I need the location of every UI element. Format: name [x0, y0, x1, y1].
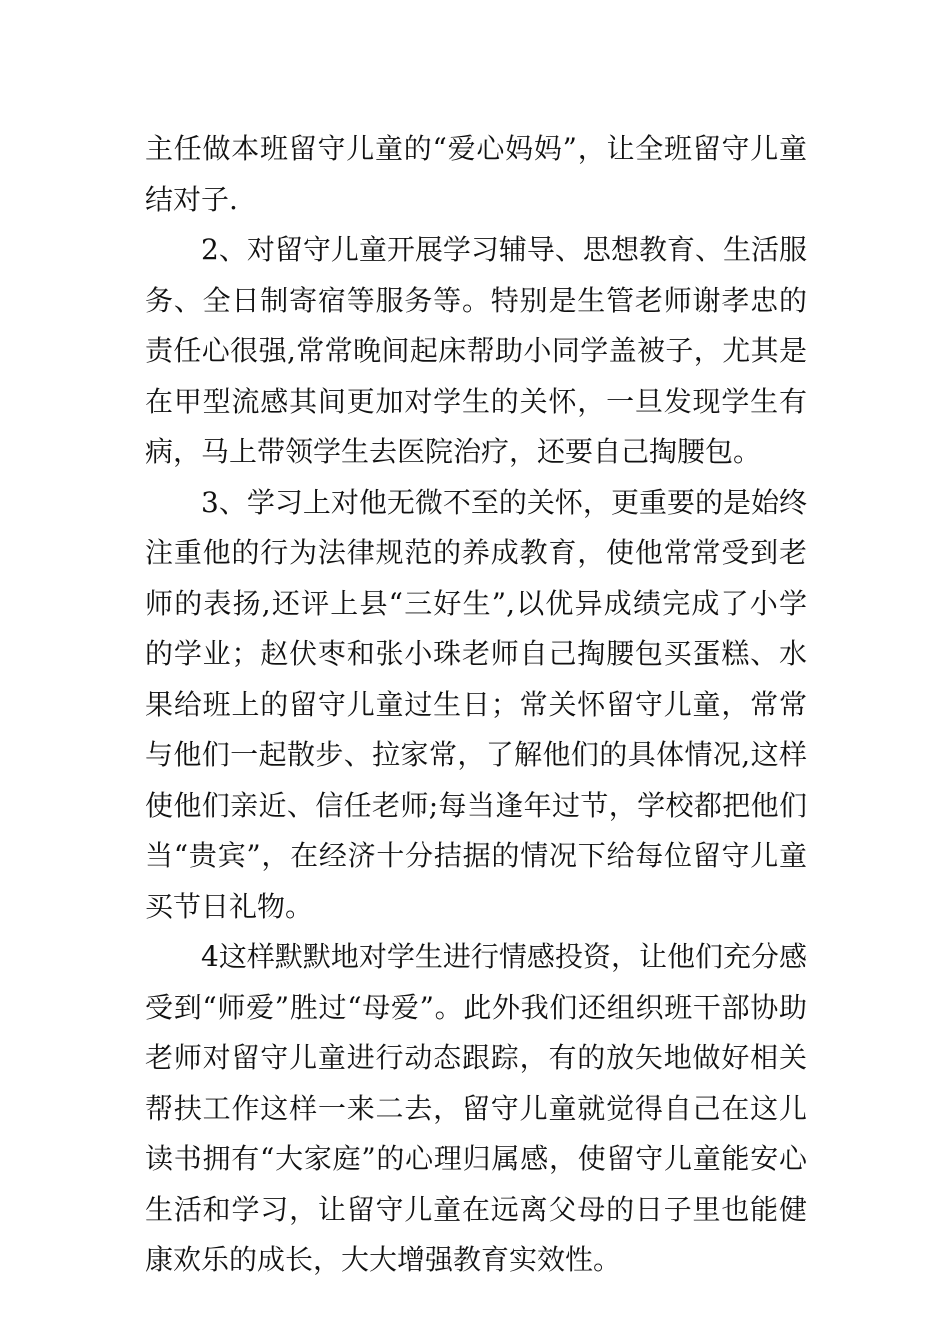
paragraph-item-2: 2、对留守儿童开展学习辅导、思想教育、生活服务、全日制寄宿等服务等。特别是生管老师谢孝忠的责任心很强,常常晚间起床帮助小同学盖被子，尤其是在甲型流感其间更加对学生的关怀，一旦发现学生有病，马上带领学生去医院治疗，还要自己掏腰包。	[145, 233, 807, 468]
paragraph-continuation: 主任做本班留守儿童的“爱心妈妈”，让全班留守儿童结对子.	[145, 132, 807, 216]
paragraph-item-4: 4这样默默地对学生进行情感投资，让他们充分感受到“师爱”胜过“母爱”。此外我们还组织班干部协助老师对留守儿童进行动态跟踪，有的放矢地做好相关帮扶工作这样一来二去，留守儿童就觉得自己在这儿读书拥有“大家庭”的心理归属感，使留守儿童能安心生活和学习，让留守儿童在远离父母的日子里也能健康欢乐的成长，大大增强教育实效性。	[145, 940, 807, 1276]
document-body	[145, 124, 807, 1286]
paragraph-item-3: 3、学习上对他无微不至的关怀，更重要的是始终注重他的行为法律规范的养成教育，使他常常受到老师的表扬,还评上县“三好生”,以优异成绩完成了小学的学业；赵伏枣和张小珠老师自己掏腰包买蛋糕、水果给班上的留守儿童过生日；常关怀留守儿童，常常与他们一起散步、拉家常，了解他们的具体情况,这样使他们亲近、信任老师;每当逢年过节，学校都把他们当“贵宾”，在经济十分拮据的情况下给每位留守儿童买节日礼物。	[145, 485, 807, 923]
